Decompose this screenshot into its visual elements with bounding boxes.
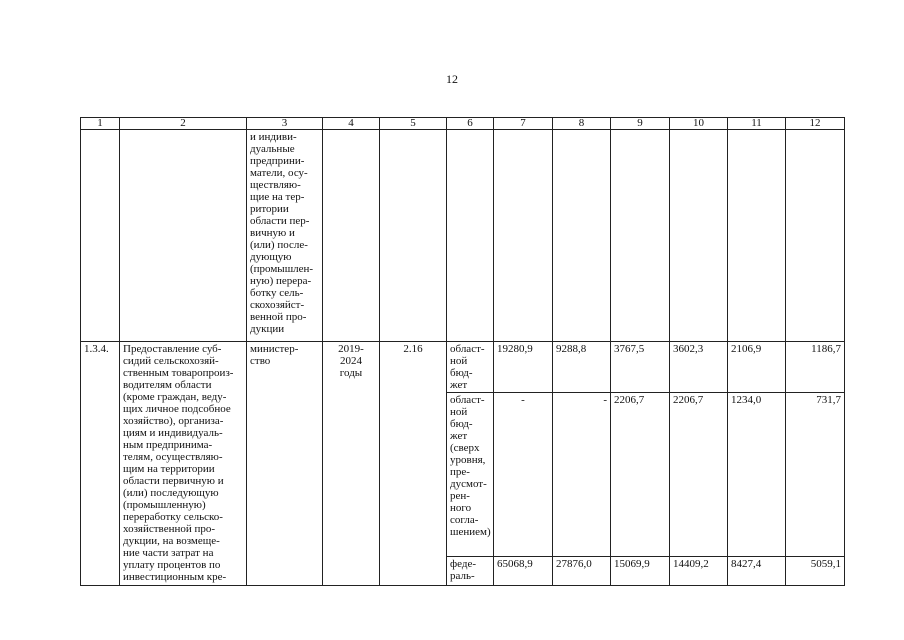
table-cell	[611, 130, 670, 342]
funding-value: 1234,0	[728, 393, 786, 557]
table-cell	[728, 130, 786, 342]
table-cell	[786, 130, 845, 342]
item-executor: министер- ство	[250, 343, 299, 367]
funding-value: 2206,7	[611, 393, 670, 557]
table-cell	[670, 130, 728, 342]
funding-value: 1186,7	[786, 342, 845, 393]
column-header: 10	[670, 118, 728, 130]
table-cell	[120, 342, 247, 586]
funding-source: област- ной бюд- жет	[450, 343, 485, 391]
participants-text: и индиви- дуальные предприни- матели, осу- ществляю- щие на тер- ритории области пер- вичную и (или) после- дующую (промышлен- ную) перера- ботку сель- скохозяйст- венной про- дукции	[250, 131, 314, 335]
funding-value: 14409,2	[670, 557, 728, 586]
funding-value: 8427,4	[728, 557, 786, 586]
column-header: 11	[728, 118, 786, 130]
table-cell	[553, 130, 611, 342]
column-header: 12	[786, 118, 845, 130]
table-cell	[447, 393, 494, 557]
table-row	[81, 342, 845, 393]
funding-value: 731,7	[786, 393, 845, 557]
table-cell	[323, 130, 380, 342]
table-cell	[247, 342, 323, 586]
funding-value: 3602,3	[670, 342, 728, 393]
column-header: 4	[323, 118, 380, 130]
column-header: 3	[247, 118, 323, 130]
funding-value: 5059,1	[786, 557, 845, 586]
item-number: 1.3.4.	[81, 342, 120, 586]
item-period: 2019- 2024 годы	[338, 343, 364, 379]
funding-value: 27876,0	[553, 557, 611, 586]
column-header: 2	[120, 118, 247, 130]
table-cell	[447, 342, 494, 393]
table-cell	[323, 342, 380, 586]
table-cell	[120, 130, 247, 342]
program-table	[80, 117, 845, 586]
column-header: 8	[553, 118, 611, 130]
funding-value: 2206,7	[670, 393, 728, 557]
funding-value: 65068,9	[494, 557, 553, 586]
continuation-row	[81, 130, 845, 342]
funding-value: -	[494, 393, 553, 557]
column-header: 9	[611, 118, 670, 130]
table-cell	[447, 130, 494, 342]
table-cell	[494, 130, 553, 342]
column-header: 6	[447, 118, 494, 130]
funding-source: феде- раль-	[450, 558, 477, 582]
table-cell	[447, 557, 494, 586]
table-cell	[247, 130, 323, 342]
funding-source: област- ной бюд- жет (сверх уровня, пре- дусмот- рен- ного согла- шением)	[450, 394, 491, 538]
column-header: 5	[380, 118, 447, 130]
table-cell	[380, 130, 447, 342]
column-number-row	[81, 118, 845, 130]
page-number: 12	[446, 72, 458, 86]
column-header: 7	[494, 118, 553, 130]
funding-value: 9288,8	[553, 342, 611, 393]
funding-value: -	[553, 393, 611, 557]
funding-value: 2106,9	[728, 342, 786, 393]
funding-value: 3767,5	[611, 342, 670, 393]
table-cell	[81, 130, 120, 342]
item-description: Предоставление суб- сидий сельскохозяй- ственным товаропроиз- водителям области (кроме граждан, веду- щих личное подсобное хозяйство), организа- циям и индивидуаль- ным предпринима- телям, осуществляю- щим на территории области первичную и (или) последующую (промышленную) переработку сельско- хозяйственной про- дукции, на возмеще- ние части затрат на уплату процентов по инвестиционным кре-	[123, 343, 234, 583]
item-indicator: 2.16	[380, 342, 447, 586]
funding-value: 19280,9	[494, 342, 553, 393]
funding-value: 15069,9	[611, 557, 670, 586]
column-header: 1	[81, 118, 120, 130]
